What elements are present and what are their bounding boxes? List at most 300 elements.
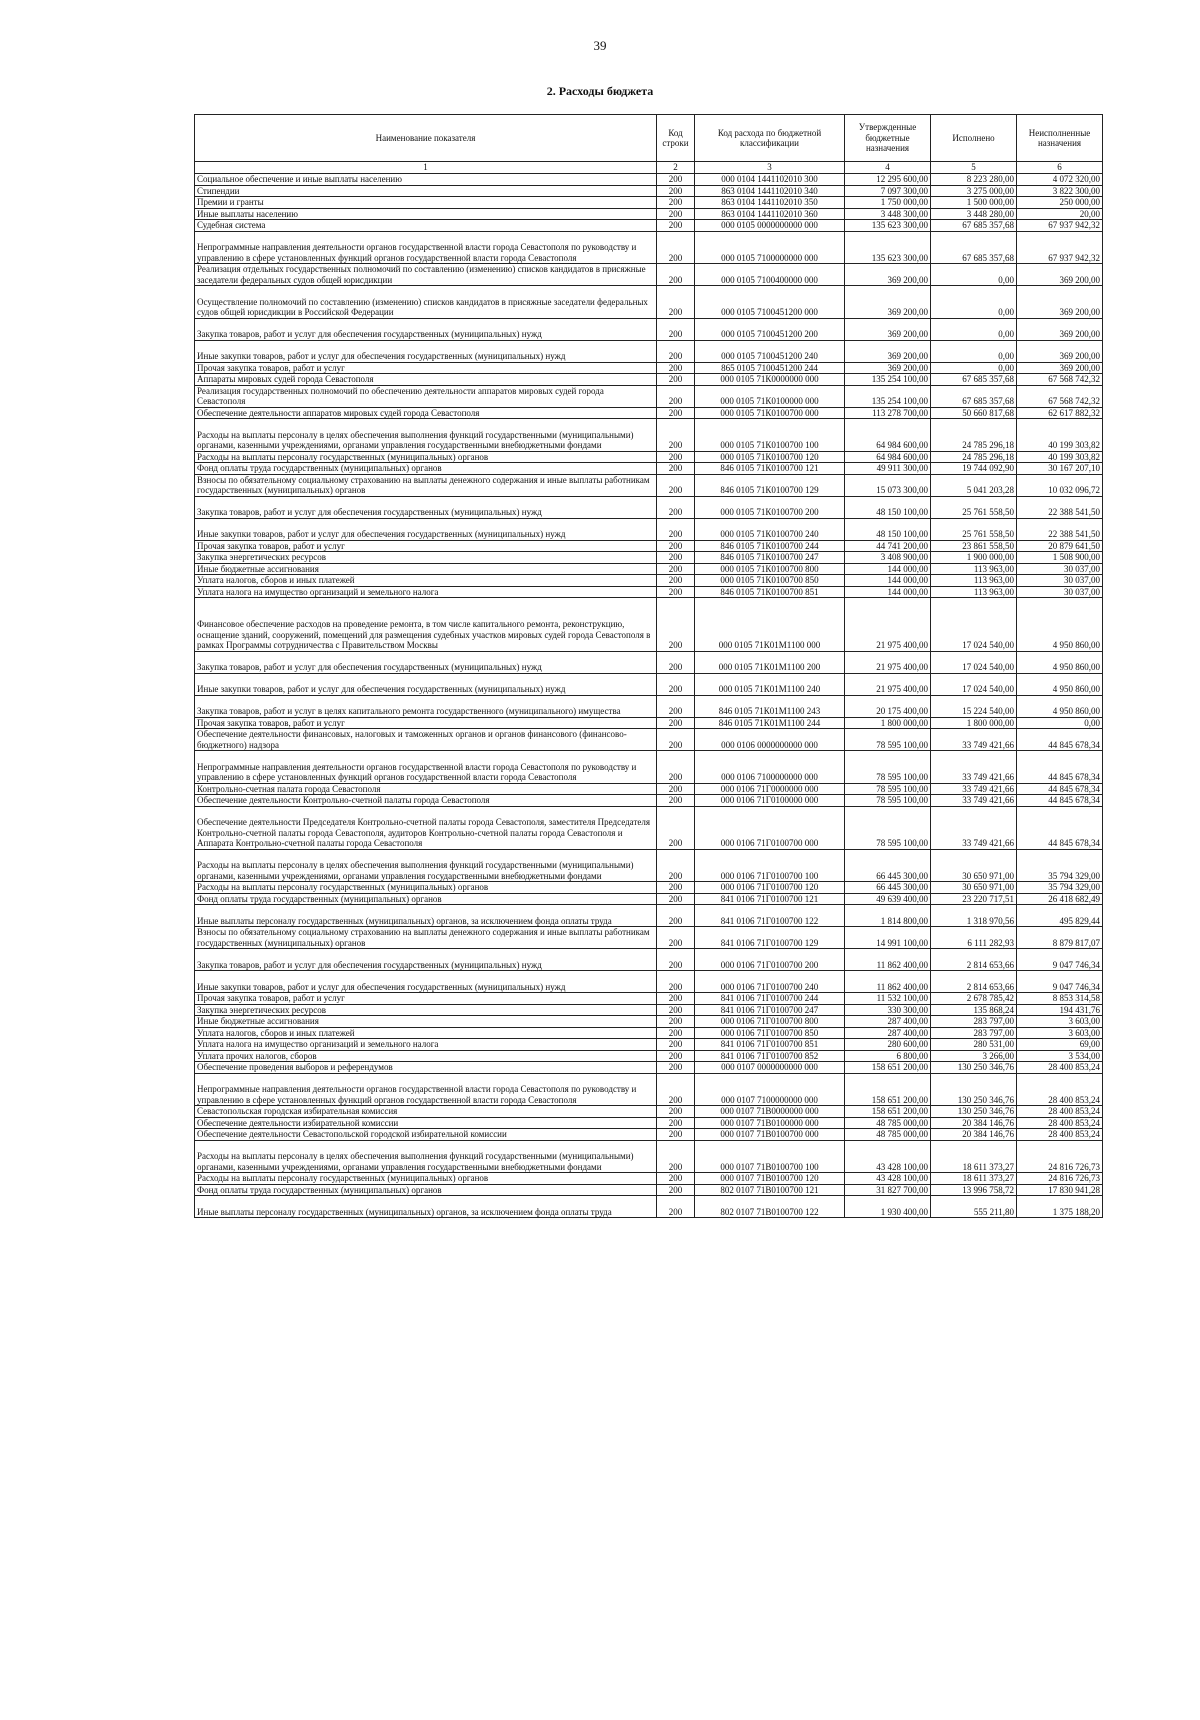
row-name: Судебная система: [195, 220, 657, 232]
table-row: [195, 1062, 1103, 1074]
row-executed: 130 250 346,76: [931, 1106, 1017, 1118]
row-unexecuted: 4 950 860,00: [1017, 695, 1103, 717]
row-unexecuted: 10 032 096,72: [1017, 474, 1103, 496]
table-row: [195, 1140, 1103, 1173]
row-executed: 18 611 373,27: [931, 1140, 1017, 1173]
row-executed: 13 996 758,72: [931, 1184, 1017, 1196]
row-executed: 0,00: [931, 264, 1017, 286]
table-row: [195, 882, 1103, 894]
row-approved: 49 639 400,00: [845, 893, 931, 905]
row-classification: 000 0105 71К01М1100 000: [695, 598, 845, 652]
row-approved: 11 862 400,00: [845, 949, 931, 971]
row-unexecuted: 8 879 817,07: [1017, 927, 1103, 949]
row-approved: 135 254 100,00: [845, 385, 931, 407]
row-approved: 43 428 100,00: [845, 1140, 931, 1173]
row-approved: 15 073 300,00: [845, 474, 931, 496]
row-code: 200: [657, 905, 695, 927]
row-unexecuted: 44 845 678,34: [1017, 729, 1103, 751]
row-executed: 20 384 146,76: [931, 1117, 1017, 1129]
row-name: Фонд оплаты труда государственных (муниципальных) органов: [195, 463, 657, 475]
page-number: 39: [593, 38, 607, 53]
table-row: [195, 893, 1103, 905]
row-approved: 78 595 100,00: [845, 806, 931, 849]
row-name: Непрограммные направления деятельности органов государственной власти города Севастополя по руководству и управлению в сфере установленных функций органов государственной власти города Севастополя: [195, 231, 657, 264]
row-name: Обеспечение деятельности Контрольно-счетной палаты города Севастополя: [195, 795, 657, 807]
row-code: 200: [657, 1062, 695, 1074]
row-code: 200: [657, 1140, 695, 1173]
row-unexecuted: 28 400 853,24: [1017, 1062, 1103, 1074]
row-classification: 000 0105 71К0100700 000: [695, 407, 845, 419]
row-code: 200: [657, 185, 695, 197]
table-row: [195, 185, 1103, 197]
row-executed: 8 223 280,00: [931, 174, 1017, 186]
row-code: 200: [657, 540, 695, 552]
row-name: Иные закупки товаров, работ и услуг для обеспечения государственных (муниципальных) нужд: [195, 340, 657, 362]
row-code: 200: [657, 1173, 695, 1185]
row-unexecuted: 22 388 541,50: [1017, 518, 1103, 540]
table-row: [195, 1106, 1103, 1118]
table-row: [195, 729, 1103, 751]
row-name: Обеспечение деятельности аппаратов мировых судей города Севастополя: [195, 407, 657, 419]
table-row: [195, 374, 1103, 386]
row-executed: 135 868,24: [931, 1004, 1017, 1016]
row-unexecuted: 17 830 941,28: [1017, 1184, 1103, 1196]
row-approved: 6 800,00: [845, 1050, 931, 1062]
row-unexecuted: 4 950 860,00: [1017, 598, 1103, 652]
row-classification: 000 0105 7100451200 240: [695, 340, 845, 362]
row-name: Уплата прочих налогов, сборов: [195, 1050, 657, 1062]
row-executed: 113 963,00: [931, 586, 1017, 598]
row-classification: 000 0105 71К0100000 000: [695, 385, 845, 407]
row-name: Расходы на выплаты персоналу в целях обеспечения выполнения функций государственными (муниципальными) органами, казенными учреждениями, органами управления государственными внебюджетными фондами: [195, 849, 657, 882]
row-name: Прочая закупка товаров, работ и услуг: [195, 362, 657, 374]
row-code: 200: [657, 598, 695, 652]
row-code: 200: [657, 993, 695, 1005]
row-unexecuted: 194 431,76: [1017, 1004, 1103, 1016]
row-name: Социальное обеспечение и иные выплаты населению: [195, 174, 657, 186]
table-row: [195, 1050, 1103, 1062]
row-name: Реализация отдельных государственных полномочий по составлению (изменению) списков кандидатов в присяжные заседатели федеральных судов общей юрисдикции: [195, 264, 657, 286]
row-unexecuted: 28 400 853,24: [1017, 1129, 1103, 1141]
table-row: [195, 806, 1103, 849]
table-row: [195, 463, 1103, 475]
column-number: 1: [195, 162, 657, 174]
row-approved: 78 595 100,00: [845, 783, 931, 795]
row-executed: 3 266,00: [931, 1050, 1017, 1062]
row-approved: 21 975 400,00: [845, 598, 931, 652]
row-unexecuted: 44 845 678,34: [1017, 806, 1103, 849]
row-classification: 000 0106 71Г0100700 850: [695, 1027, 845, 1039]
row-approved: 12 295 600,00: [845, 174, 931, 186]
row-executed: 30 650 971,00: [931, 849, 1017, 882]
row-classification: 863 0104 1441102010 350: [695, 197, 845, 209]
row-executed: 1 500 000,00: [931, 197, 1017, 209]
row-classification: 841 0106 71Г0100700 121: [695, 893, 845, 905]
row-approved: 44 741 200,00: [845, 540, 931, 552]
row-name: Реализация государственных полномочий по обеспечению деятельности аппаратов мировых судей города Севастополя: [195, 385, 657, 407]
row-approved: 369 200,00: [845, 264, 931, 286]
table-row: [195, 751, 1103, 784]
row-unexecuted: 369 200,00: [1017, 286, 1103, 319]
row-unexecuted: 4 072 320,00: [1017, 174, 1103, 186]
row-classification: 000 0106 71Г0100700 800: [695, 1016, 845, 1028]
row-approved: 3 408 900,00: [845, 552, 931, 564]
row-executed: 3 448 280,00: [931, 208, 1017, 220]
row-approved: 144 000,00: [845, 563, 931, 575]
row-name: Финансовое обеспечение расходов на проведение ремонта, в том числе капитального ремонта, реконструкцию, оснащение зданий, сооружений, помещений для размещения судебных участков мировых судей города Севастополя в рамках Программы сотрудничества с Правительством Москвы: [195, 598, 657, 652]
row-approved: 66 445 300,00: [845, 849, 931, 882]
table-row: [195, 1027, 1103, 1039]
row-approved: 48 150 100,00: [845, 518, 931, 540]
row-executed: 2 814 653,66: [931, 971, 1017, 993]
table-row: [195, 1184, 1103, 1196]
row-executed: 19 744 092,90: [931, 463, 1017, 475]
row-unexecuted: 495 829,44: [1017, 905, 1103, 927]
row-unexecuted: 24 816 726,73: [1017, 1173, 1103, 1185]
row-classification: 802 0107 71В0100700 122: [695, 1196, 845, 1218]
row-unexecuted: 67 937 942,32: [1017, 220, 1103, 232]
row-unexecuted: 20 879 641,50: [1017, 540, 1103, 552]
row-executed: 113 963,00: [931, 575, 1017, 587]
row-unexecuted: 62 617 882,32: [1017, 407, 1103, 419]
row-unexecuted: 28 400 853,24: [1017, 1073, 1103, 1106]
row-classification: 841 0106 71Г0100700 852: [695, 1050, 845, 1062]
row-name: Обеспечение деятельности Председателя Контрольно-счетной палаты города Севастополя, заместителя Председателя Контрольно-счетной палаты города Севастополя, аудиторов Контрольно-счетной палаты города Севастополя и Аппарата Контрольно-счетной палаты города Севастополя: [195, 806, 657, 849]
row-unexecuted: 44 845 678,34: [1017, 795, 1103, 807]
row-approved: 144 000,00: [845, 575, 931, 587]
row-classification: 000 0106 0000000000 000: [695, 729, 845, 751]
row-classification: 000 0106 71Г0100000 000: [695, 795, 845, 807]
table-row: [195, 1073, 1103, 1106]
table-row: [195, 197, 1103, 209]
row-classification: 000 0106 71Г0000000 000: [695, 783, 845, 795]
row-executed: 30 650 971,00: [931, 882, 1017, 894]
row-classification: 000 0105 7100451200 000: [695, 286, 845, 319]
row-approved: 144 000,00: [845, 586, 931, 598]
row-classification: 000 0105 71К0100700 850: [695, 575, 845, 587]
row-executed: 33 749 421,66: [931, 806, 1017, 849]
table-row: [195, 220, 1103, 232]
row-executed: 67 685 357,68: [931, 231, 1017, 264]
table-row: [195, 318, 1103, 340]
row-approved: 64 984 600,00: [845, 419, 931, 452]
table-row: [195, 407, 1103, 419]
row-approved: 49 911 300,00: [845, 463, 931, 475]
row-unexecuted: 28 400 853,24: [1017, 1106, 1103, 1118]
row-executed: 6 111 282,93: [931, 927, 1017, 949]
row-name: Иные бюджетные ассигнования: [195, 1016, 657, 1028]
row-approved: 78 595 100,00: [845, 795, 931, 807]
row-name: Закупка товаров, работ и услуг для обеспечения государственных (муниципальных) нужд: [195, 496, 657, 518]
row-code: 200: [657, 586, 695, 598]
row-executed: 18 611 373,27: [931, 1173, 1017, 1185]
row-approved: 113 278 700,00: [845, 407, 931, 419]
row-approved: 158 651 200,00: [845, 1073, 931, 1106]
row-name: Расходы на выплаты персоналу в целях обеспечения выполнения функций государственными (муниципальными) органами, казенными учреждениями, органами управления государственными внебюджетными фондами: [195, 419, 657, 452]
row-approved: 11 532 100,00: [845, 993, 931, 1005]
row-code: 200: [657, 220, 695, 232]
row-unexecuted: 9 047 746,34: [1017, 949, 1103, 971]
row-classification: 000 0107 71В0000000 000: [695, 1106, 845, 1118]
table-row: [195, 783, 1103, 795]
row-code: 200: [657, 286, 695, 319]
row-classification: 000 0106 71Г0100700 100: [695, 849, 845, 882]
row-code: 200: [657, 362, 695, 374]
row-approved: 1 750 000,00: [845, 197, 931, 209]
row-classification: 000 0106 71Г0100700 200: [695, 949, 845, 971]
row-code: 200: [657, 518, 695, 540]
table-row: [195, 1173, 1103, 1185]
row-executed: 67 685 357,68: [931, 374, 1017, 386]
table-row: [195, 496, 1103, 518]
row-classification: 841 0106 71Г0100700 129: [695, 927, 845, 949]
row-approved: 135 623 300,00: [845, 220, 931, 232]
row-classification: 000 0107 71В0100700 100: [695, 1140, 845, 1173]
row-classification: 000 0107 71В0100700 120: [695, 1173, 845, 1185]
row-executed: 2 814 653,66: [931, 949, 1017, 971]
column-number: 2: [657, 162, 695, 174]
row-unexecuted: 22 388 541,50: [1017, 496, 1103, 518]
row-classification: 841 0106 71Г0100700 247: [695, 1004, 845, 1016]
row-code: 200: [657, 463, 695, 475]
row-executed: 17 024 540,00: [931, 651, 1017, 673]
row-approved: 1 930 400,00: [845, 1196, 931, 1218]
row-name: Иные выплаты населению: [195, 208, 657, 220]
row-unexecuted: 369 200,00: [1017, 340, 1103, 362]
row-approved: 158 651 200,00: [845, 1062, 931, 1074]
row-unexecuted: 8 853 314,58: [1017, 993, 1103, 1005]
row-executed: 555 211,80: [931, 1196, 1017, 1218]
row-code: 200: [657, 927, 695, 949]
row-code: 200: [657, 849, 695, 882]
row-name: Уплата налогов, сборов и иных платежей: [195, 575, 657, 587]
row-executed: 25 761 558,50: [931, 518, 1017, 540]
row-name: Взносы по обязательному социальному страхованию на выплаты денежного содержания и иные выплаты работникам государственных (муниципальных) органов: [195, 927, 657, 949]
table-row: [195, 231, 1103, 264]
table-row: [195, 849, 1103, 882]
header-unexecuted: Неисполненные назначения: [1017, 115, 1103, 162]
row-code: 200: [657, 407, 695, 419]
row-name: Прочая закупка товаров, работ и услуг: [195, 540, 657, 552]
row-approved: 48 785 000,00: [845, 1117, 931, 1129]
row-code: 200: [657, 729, 695, 751]
row-classification: 841 0106 71Г0100700 244: [695, 993, 845, 1005]
row-unexecuted: 40 199 303,82: [1017, 451, 1103, 463]
row-name: Севастопольская городская избирательная комиссия: [195, 1106, 657, 1118]
row-name: Обеспечение проведения выборов и референдумов: [195, 1062, 657, 1074]
row-unexecuted: 30 037,00: [1017, 563, 1103, 575]
row-approved: 158 651 200,00: [845, 1106, 931, 1118]
row-name: Прочая закупка товаров, работ и услуг: [195, 717, 657, 729]
row-unexecuted: 30 167 207,10: [1017, 463, 1103, 475]
row-approved: 369 200,00: [845, 286, 931, 319]
row-code: 200: [657, 340, 695, 362]
row-unexecuted: 24 816 726,73: [1017, 1140, 1103, 1173]
row-executed: 1 900 000,00: [931, 552, 1017, 564]
row-name: Закупка товаров, работ и услуг для обеспечения государственных (муниципальных) нужд: [195, 949, 657, 971]
row-code: 200: [657, 1050, 695, 1062]
row-executed: 0,00: [931, 362, 1017, 374]
row-classification: 846 0105 71К0100700 121: [695, 463, 845, 475]
row-classification: 863 0104 1441102010 340: [695, 185, 845, 197]
row-code: 200: [657, 1196, 695, 1218]
row-executed: 25 761 558,50: [931, 496, 1017, 518]
row-name: Прочая закупка товаров, работ и услуг: [195, 993, 657, 1005]
table-row: [195, 451, 1103, 463]
row-executed: 2 678 785,42: [931, 993, 1017, 1005]
row-approved: 3 448 300,00: [845, 208, 931, 220]
row-executed: 15 224 540,00: [931, 695, 1017, 717]
row-executed: 1 318 970,56: [931, 905, 1017, 927]
row-name: Непрограммные направления деятельности органов государственной власти города Севастополя по руководству и управлению в сфере установленных функций органов государственной власти города Севастополя: [195, 1073, 657, 1106]
row-unexecuted: 67 568 742,32: [1017, 385, 1103, 407]
row-approved: 7 097 300,00: [845, 185, 931, 197]
table-row: [195, 927, 1103, 949]
row-code: 200: [657, 673, 695, 695]
row-executed: 0,00: [931, 286, 1017, 319]
row-approved: 78 595 100,00: [845, 751, 931, 784]
row-classification: 846 0105 71К0100700 244: [695, 540, 845, 552]
row-approved: 135 254 100,00: [845, 374, 931, 386]
row-executed: 130 250 346,76: [931, 1073, 1017, 1106]
row-executed: 33 749 421,66: [931, 795, 1017, 807]
row-approved: 1 800 000,00: [845, 717, 931, 729]
row-code: 200: [657, 1106, 695, 1118]
row-code: 200: [657, 1117, 695, 1129]
row-executed: 24 785 296,18: [931, 451, 1017, 463]
row-name: Взносы по обязательному социальному страхованию на выплаты денежного содержания и иные выплаты работникам государственных (муниципальных) органов: [195, 474, 657, 496]
expenditure-table: [194, 114, 1103, 1218]
row-classification: 000 0107 71В0100000 000: [695, 1117, 845, 1129]
row-approved: 43 428 100,00: [845, 1173, 931, 1185]
table-row: [195, 340, 1103, 362]
row-unexecuted: 26 418 682,49: [1017, 893, 1103, 905]
row-name: Аппараты мировых судей города Севастополя: [195, 374, 657, 386]
row-code: 200: [657, 385, 695, 407]
row-code: 200: [657, 949, 695, 971]
row-executed: 1 800 000,00: [931, 717, 1017, 729]
table-row: [195, 695, 1103, 717]
row-classification: 846 0105 71К0100700 247: [695, 552, 845, 564]
row-unexecuted: 1 375 188,20: [1017, 1196, 1103, 1218]
row-classification: 000 0107 7100000000 000: [695, 1073, 845, 1106]
row-code: 200: [657, 197, 695, 209]
table-row: [195, 264, 1103, 286]
row-classification: 000 0106 71Г0100700 000: [695, 806, 845, 849]
row-unexecuted: 30 037,00: [1017, 586, 1103, 598]
row-executed: 283 797,00: [931, 1027, 1017, 1039]
row-code: 200: [657, 783, 695, 795]
row-code: 200: [657, 174, 695, 186]
table-body: [195, 162, 1103, 1218]
row-name: Уплата налога на имущество организаций и земельного налога: [195, 586, 657, 598]
table-row: [195, 1129, 1103, 1141]
row-unexecuted: 3 603,00: [1017, 1027, 1103, 1039]
row-unexecuted: 35 794 329,00: [1017, 849, 1103, 882]
row-executed: 280 531,00: [931, 1039, 1017, 1051]
row-approved: 20 175 400,00: [845, 695, 931, 717]
row-classification: 846 0105 71К01М1100 243: [695, 695, 845, 717]
row-approved: 66 445 300,00: [845, 882, 931, 894]
row-classification: 846 0105 71К01М1100 244: [695, 717, 845, 729]
row-code: 200: [657, 1073, 695, 1106]
row-approved: 369 200,00: [845, 340, 931, 362]
row-classification: 846 0105 71К0100700 129: [695, 474, 845, 496]
row-unexecuted: 30 037,00: [1017, 575, 1103, 587]
table-row: [195, 286, 1103, 319]
row-unexecuted: 3 603,00: [1017, 1016, 1103, 1028]
row-name: Иные закупки товаров, работ и услуг для обеспечения государственных (муниципальных) нужд: [195, 673, 657, 695]
row-code: 200: [657, 971, 695, 993]
table-row: [195, 1016, 1103, 1028]
row-name: Расходы на выплаты персоналу государственных (муниципальных) органов: [195, 451, 657, 463]
row-classification: 846 0105 71К0100700 851: [695, 586, 845, 598]
row-code: 200: [657, 795, 695, 807]
row-executed: 283 797,00: [931, 1016, 1017, 1028]
row-unexecuted: 69,00: [1017, 1039, 1103, 1051]
table-row: [195, 385, 1103, 407]
row-name: Иные бюджетные ассигнования: [195, 563, 657, 575]
row-name: Уплата налога на имущество организаций и земельного налога: [195, 1039, 657, 1051]
row-name: Обеспечение деятельности финансовых, налоговых и таможенных органов и органов финансового (финансово-бюджетного) надзора: [195, 729, 657, 751]
row-classification: 841 0106 71Г0100700 122: [695, 905, 845, 927]
row-classification: 000 0107 71В0100700 000: [695, 1129, 845, 1141]
header-executed: Исполнено: [931, 115, 1017, 162]
row-executed: 33 749 421,66: [931, 751, 1017, 784]
row-name: Осуществление полномочий по составлению (изменению) списков кандидатов в присяжные заседатели федеральных судов общей юрисдикции в Российской Федерации: [195, 286, 657, 319]
row-unexecuted: 0,00: [1017, 717, 1103, 729]
row-code: 200: [657, 552, 695, 564]
row-code: 200: [657, 806, 695, 849]
row-code: 200: [657, 1004, 695, 1016]
row-code: 200: [657, 318, 695, 340]
row-code: 200: [657, 264, 695, 286]
column-number-row: [195, 162, 1103, 174]
row-executed: 3 275 000,00: [931, 185, 1017, 197]
table-row: [195, 518, 1103, 540]
row-unexecuted: 44 845 678,34: [1017, 783, 1103, 795]
row-executed: 50 660 817,68: [931, 407, 1017, 419]
row-name: Обеспечение деятельности избирательной комиссии: [195, 1117, 657, 1129]
row-name: Иные закупки товаров, работ и услуг для обеспечения государственных (муниципальных) нужд: [195, 518, 657, 540]
row-unexecuted: 4 950 860,00: [1017, 673, 1103, 695]
row-executed: 67 685 357,68: [931, 220, 1017, 232]
row-classification: 000 0105 7100000000 000: [695, 231, 845, 264]
row-code: 200: [657, 1184, 695, 1196]
row-executed: 20 384 146,76: [931, 1129, 1017, 1141]
row-classification: 000 0105 7100451200 200: [695, 318, 845, 340]
row-code: 200: [657, 231, 695, 264]
row-classification: 000 0105 71К0000000 000: [695, 374, 845, 386]
row-classification: 865 0105 7100451200 244: [695, 362, 845, 374]
section-title: 2. Расходы бюджета: [546, 84, 654, 98]
row-approved: 11 862 400,00: [845, 971, 931, 993]
row-classification: 000 0105 71К0100700 100: [695, 419, 845, 452]
row-name: Обеспечение деятельности Севастопольской городской избирательной комиссии: [195, 1129, 657, 1141]
row-unexecuted: 40 199 303,82: [1017, 419, 1103, 452]
row-approved: 1 814 800,00: [845, 905, 931, 927]
table-row: [195, 1039, 1103, 1051]
row-executed: 23 220 717,51: [931, 893, 1017, 905]
row-code: 200: [657, 695, 695, 717]
row-unexecuted: 369 200,00: [1017, 264, 1103, 286]
row-code: 200: [657, 374, 695, 386]
row-executed: 0,00: [931, 340, 1017, 362]
row-code: 200: [657, 474, 695, 496]
table-row: [195, 474, 1103, 496]
table-row: [195, 1004, 1103, 1016]
row-unexecuted: 3 534,00: [1017, 1050, 1103, 1062]
